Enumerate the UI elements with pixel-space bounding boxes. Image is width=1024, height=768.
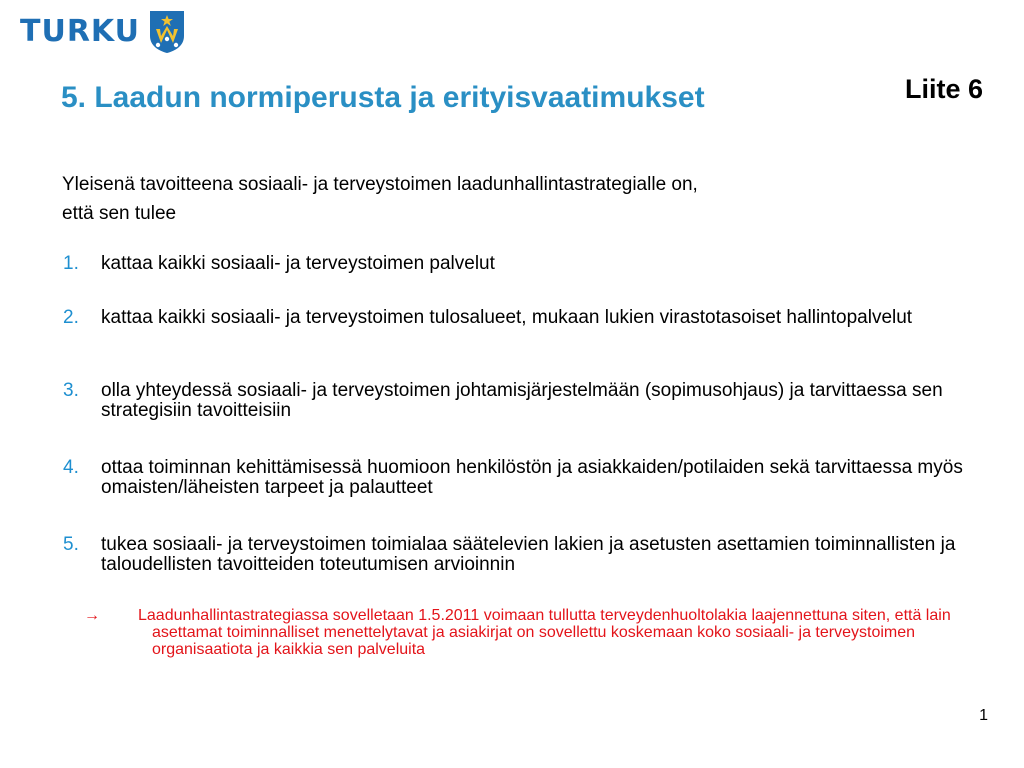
list-item-text: kattaa kaikki sosiaali- ja terveystoimen palvelut xyxy=(101,253,495,274)
list-item-number: 4. xyxy=(63,457,79,478)
list-item xyxy=(63,458,963,498)
list-item-text: kattaa kaikki sosiaali- ja terveystoimen tulosalueet, mukaan lukien virastotasoiset hallintopalvelut xyxy=(101,307,913,328)
logo-text: TURKU xyxy=(20,14,141,49)
slide-title: 5. Laadun normiperusta ja erityisvaatimukset xyxy=(61,81,705,114)
turku-crest-icon xyxy=(149,10,185,54)
list-item xyxy=(63,308,963,328)
intro-line-1: Yleisenä tavoitteena sosiaali- ja terveystoimen laadunhallintastrategialle on, xyxy=(62,174,698,195)
list-item-number: 1. xyxy=(63,253,79,274)
list-item-number: 2. xyxy=(63,307,79,328)
list-item-number: 3. xyxy=(63,380,79,401)
turku-logo xyxy=(20,10,185,54)
list-item-text: tukea sosiaali- ja terveystoimen toimialaa säätelevien lakien ja asetusten asettamien toiminnallisten ja taloudellisten tavoitteiden toteutumisen arvioinnin xyxy=(101,534,956,575)
legislation-note: → Laadunhallintastrategiassa sovelletaan 1.5.2011 voimaan tullutta terveydenhuoltolakia laajennettuna siten, että lain asettamat toiminnalliset menettelytavat ja asiakirjat on sovellettu koskemaan koko sosiaali- ja terveystoimen organisaatiota ja kaikkia sen palveluita xyxy=(84,607,951,658)
list-item xyxy=(63,254,963,274)
list-item-text: olla yhteydessä sosiaali- ja terveystoimen johtamisjärjestelmään (sopimusohjaus) ja tarvittaessa sen strategisiin tavoitteisiin xyxy=(101,380,943,421)
list-item xyxy=(63,535,963,575)
page-number: 1 xyxy=(979,707,988,724)
intro-line-2: että sen tulee xyxy=(62,203,177,224)
list-item-text: ottaa toiminnan kehittämisessä huomioon henkilöstön ja asiakkaiden/potilaiden sekä tarvittaessa myös omaisten/läheisten tarpeet ja palautteet xyxy=(101,457,963,498)
intro-text xyxy=(62,170,942,228)
list-item xyxy=(63,381,963,421)
note-text: Laadunhallintastrategiassa sovelletaan 1.5.2011 voimaan tullutta terveydenhuoltolakia laajennettuna siten, että lain asettamat toiminnalliset menettelytavat ja asiakirjat on sovellettu koskemaan koko sosiaali- ja terveystoimen organisaatiota ja kaikkia sen palveluita xyxy=(138,607,951,658)
attachment-label: Liite 6 xyxy=(904,74,983,104)
list-item-number: 5. xyxy=(63,534,79,555)
